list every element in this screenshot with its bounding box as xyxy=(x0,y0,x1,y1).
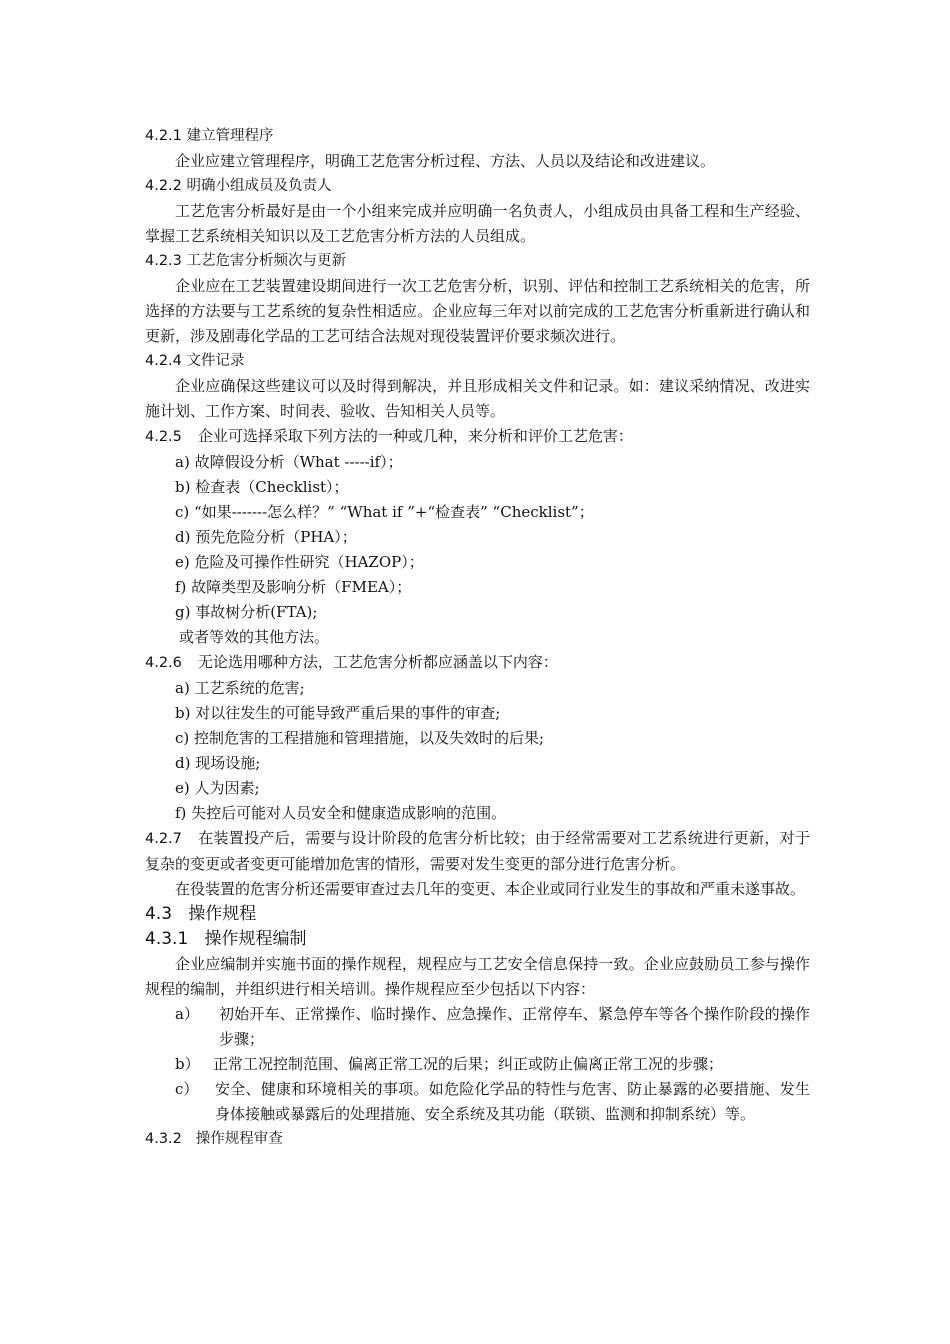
list-text: 初始开车、正常操作、临时操作、应急操作、正常停车、紧急停车等各个操作阶段的操作步骤； xyxy=(219,1005,810,1048)
section-heading-4-3-2 xyxy=(145,1127,810,1152)
list-item: a) 工艺系统的危害; xyxy=(175,679,305,697)
section-title: 工艺危害分析频次与更新 xyxy=(186,253,347,269)
list-item xyxy=(145,1077,810,1127)
section-heading-4-3 xyxy=(145,902,810,927)
section-heading-4-2-3 xyxy=(145,249,810,274)
list-item: e) 人为因素; xyxy=(175,779,260,797)
list-text: 安全、健康和环境相关的事项。如危险化学品的特性与危害、防止暴露的必要措施、发生身体接触或暴露后的处理措施、安全系统及其功能（联锁、监测和抑制系统）等。 xyxy=(215,1080,810,1123)
section-heading-4-3-1 xyxy=(145,927,810,952)
list-item: d) 预先危险分析（PHA）； xyxy=(175,528,357,546)
section-heading-4-2-4 xyxy=(145,349,810,374)
list-item: f) 故障类型及影响分析（FMEA）； xyxy=(175,578,412,596)
paragraph-4-2-4: 企业应确保这些建议可以及时得到解决，并且形成相关文件和记录。如：建议采纳情况、改进实施计划、工作方案、时间表、验收、告知相关人员等。 xyxy=(145,377,810,420)
section-number: 4.3.1 xyxy=(145,929,189,949)
methods-other-note: 或者等效的其他方法。 xyxy=(179,628,330,646)
section-title: 操作规程审查 xyxy=(195,1131,283,1147)
section-number: 4.2.4 xyxy=(145,353,182,369)
paragraph-4-2-1: 企业应建立管理程序，明确工艺危害分析过程、方法、人员以及结论和改进建议。 xyxy=(175,152,716,170)
paragraph-4-2-2: 工艺危害分析最好是由一个小组来完成并应明确一名负责人，小组成员由具备工程和生产经验、掌握工艺系统相关知识以及工艺危害分析方法的人员组成。 xyxy=(145,202,810,245)
section-number: 4.2.1 xyxy=(145,128,182,144)
section-heading-4-2-1 xyxy=(145,124,810,149)
section-4-2-7 xyxy=(145,826,810,877)
section-number: 4.2.2 xyxy=(145,178,182,194)
paragraph-4-3-1: 企业应编制并实施书面的操作规程，规程应与工艺安全信息保持一致。企业应鼓励员工参与操作规程的编制，并组织进行相关培训。操作规程应至少包括以下内容： xyxy=(145,955,810,998)
list-item: c) 控制危害的工程措施和管理措施，以及失效时的后果; xyxy=(175,729,545,747)
section-4-2-6 xyxy=(145,650,810,676)
section-title: 操作规程 xyxy=(188,904,257,924)
list-item: c) “如果-------怎么样？” “What if ”+“检查表” “Checklist”； xyxy=(175,503,594,521)
paragraph-4-2-3: 企业应在工艺装置建设期间进行一次工艺危害分析，识别、评估和控制工艺系统相关的危害，所选择的方法要与工艺系统的复杂性相适应。企业应每三年对以前完成的工艺危害分析重新进行确认和更新，涉及剧毒化学品的工艺可结合法规对现役装置评价要求频次进行。 xyxy=(145,277,810,345)
list-item: g) 事故树分析(FTA); xyxy=(175,603,318,621)
section-number: 4.3.2 xyxy=(145,1131,182,1147)
section-number: 4.2.5 xyxy=(145,429,182,445)
section-text: 企业可选择采取下列方法的一种或几种，来分析和评价工艺危害： xyxy=(197,427,633,445)
document-page xyxy=(145,124,810,1152)
section-title: 明确小组成员及负责人 xyxy=(186,178,332,194)
list-item: b) 检查表（Checklist）； xyxy=(175,478,349,496)
list-item: a) 故障假设分析（What -----if）； xyxy=(175,453,403,471)
section-title: 建立管理程序 xyxy=(186,128,274,144)
section-number: 4.2.7 xyxy=(145,831,182,847)
list-item xyxy=(145,1002,810,1052)
list-marker: a） xyxy=(175,1005,199,1023)
section-title: 操作规程编制 xyxy=(204,929,307,949)
section-text: 在装置投产后，需要与设计阶段的危害分析比较；由于经常需要对工艺系统进行更新，对于复杂的变更或者变更可能增加危害的情形，需要对发生变更的部分进行危害分析。 xyxy=(145,829,810,873)
section-number: 4.2.3 xyxy=(145,253,182,269)
list-text: 正常工况控制范围、偏离正常工况的后果；纠正或防止偏离正常工况的步骤； xyxy=(213,1055,724,1073)
list-item: d) 现场设施; xyxy=(175,754,261,772)
list-item: e) 危险及可操作性研究（HAZOP）； xyxy=(175,553,424,571)
list-item: f) 失控后可能对人员安全和健康造成影响的范围。 xyxy=(175,804,507,822)
list-item xyxy=(145,1052,810,1077)
list-marker: c） xyxy=(175,1080,199,1098)
section-text: 无论选用哪种方法，工艺危害分析都应涵盖以下内容： xyxy=(197,653,558,671)
section-title: 文件记录 xyxy=(186,353,245,369)
list-marker: b） xyxy=(175,1055,200,1073)
section-heading-4-2-2 xyxy=(145,174,810,199)
list-item: b) 对以往发生的可能导致严重后果的事件的审查; xyxy=(175,704,501,722)
section-4-2-5 xyxy=(145,424,810,450)
paragraph-4-2-7b: 在役装置的危害分析还需要审查过去几年的变更、本企业或同行业发生的事故和严重未遂事故。 xyxy=(175,880,806,898)
section-number: 4.3 xyxy=(145,904,173,924)
section-number: 4.2.6 xyxy=(145,655,182,671)
